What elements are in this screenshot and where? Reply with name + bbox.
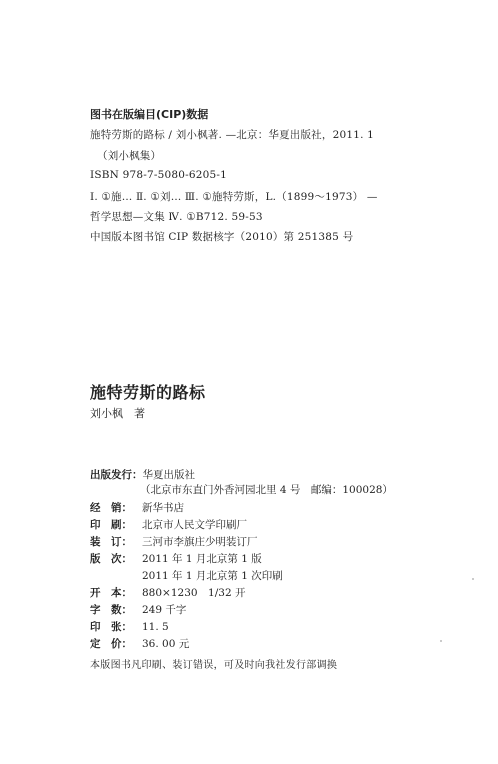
detail-row xyxy=(90,636,189,652)
detail-label: 装 订： xyxy=(90,536,132,548)
cip-line: 中国版本图书馆 CIP 数据核字（2010）第 251385 号 xyxy=(90,231,354,243)
detail-label: 定 价： xyxy=(90,638,132,650)
publisher-label: 出版发行： xyxy=(90,469,143,481)
detail-value: 36. 00 元 xyxy=(142,638,190,650)
footer-notice: 本版图书凡印刷、装订错误，可及时向我社发行部调换 xyxy=(90,660,338,671)
detail-row xyxy=(90,602,186,618)
detail-row xyxy=(90,585,245,601)
detail-value: 三河市李旗庄少明装订厂 xyxy=(142,536,258,548)
detail-label: 印 张： xyxy=(90,621,132,633)
cip-line: 哲学思想—文集 Ⅳ. ①B712. 59-53 xyxy=(90,211,263,223)
book-author: 刘小枫 著 xyxy=(90,407,145,420)
detail-value: 880×1230 1/32 开 xyxy=(142,587,246,599)
cip-line: （刘小枫集） xyxy=(97,150,162,162)
detail-value: 2011 年 1 月北京第 1 版 xyxy=(142,553,262,565)
publisher-name: 华夏出版社 xyxy=(142,469,195,481)
publisher-row xyxy=(90,463,195,482)
detail-value: 新华书店 xyxy=(142,502,184,514)
detail-value: 11. 5 xyxy=(142,621,169,633)
detail-label: 字 数： xyxy=(90,604,132,616)
publisher-address: （北京市东直门外香河园北里 4 号 邮编：100028） xyxy=(140,484,393,496)
detail-row xyxy=(90,551,262,567)
detail-value: 2011 年 1 月北京第 1 次印刷 xyxy=(142,570,283,582)
detail-label: 开 本： xyxy=(90,587,132,599)
detail-label: 印 刷： xyxy=(90,519,132,531)
book-title: 施特劳斯的路标 xyxy=(90,383,206,402)
cip-line: 施特劳斯的路标 / 刘小枫著. —北京：华夏出版社，2011. 1 xyxy=(90,129,375,141)
detail-row xyxy=(90,568,283,584)
cip-line: Ⅰ. ①施… Ⅱ. ①刘… Ⅲ. ①施特劳斯，L.（1899～1973） — xyxy=(90,191,378,203)
detail-value: 249 千字 xyxy=(142,604,187,616)
detail-value: 北京市人民文学印刷厂 xyxy=(142,519,247,531)
detail-row xyxy=(90,534,258,550)
detail-label: 经 销： xyxy=(90,502,132,514)
scan-speck xyxy=(440,640,442,642)
detail-row xyxy=(90,500,184,516)
cip-line: ISBN 978-7-5080-6205-1 xyxy=(90,169,228,181)
detail-row xyxy=(90,619,169,635)
detail-label: 版 次： xyxy=(90,553,132,565)
cip-heading: 图书在版编目(CIP)数据 xyxy=(90,108,209,121)
scan-speck xyxy=(472,578,474,580)
detail-row xyxy=(90,517,247,533)
